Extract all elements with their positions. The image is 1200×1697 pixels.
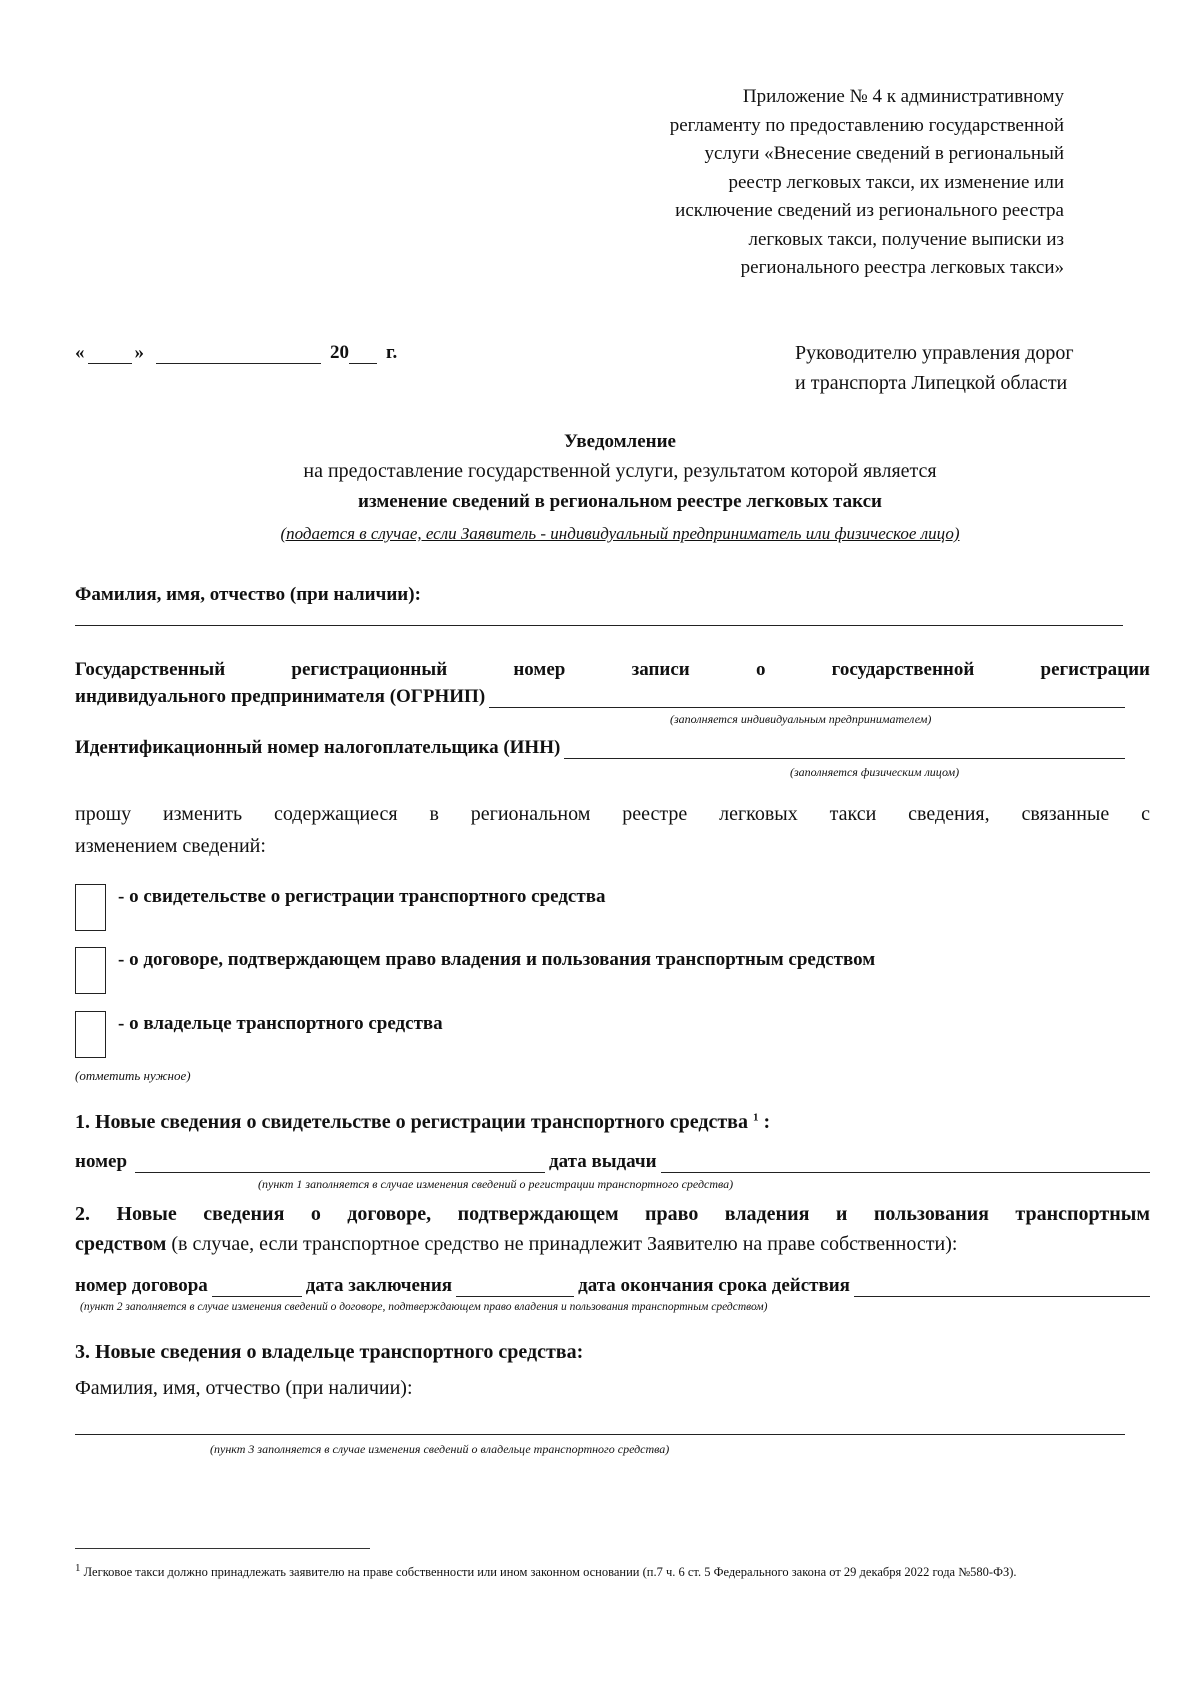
- section1-title: [75, 1111, 770, 1134]
- section3-note: (пункт 3 заполняется в случае изменения сведений о владельце транспортного средства): [210, 1442, 670, 1456]
- year-suffix: г.: [386, 342, 398, 363]
- document-subtitle: на предоставление государственной услуги, результатом которой является: [303, 460, 937, 482]
- date-open-quote: «: [75, 342, 85, 363]
- day-field[interactable]: [88, 343, 132, 364]
- annex-line: исключение сведений из регионального реестра: [675, 200, 1064, 221]
- annex-line: регионального реестра легковых такси»: [740, 257, 1064, 278]
- ogrnip-row: [75, 686, 1125, 708]
- annex-line: реестр легковых такси, их изменение или: [728, 171, 1064, 193]
- section1-note: (пункт 1 заполняется в случае изменения сведений о регистрации транспортного средства): [258, 1177, 734, 1191]
- inn-row: [75, 737, 1125, 759]
- section2-row: [75, 1275, 1150, 1297]
- annex-line: услуги «Внесение сведений в региональный: [704, 143, 1064, 164]
- certificate-number-label: номер: [75, 1151, 128, 1172]
- fio-label: Фамилия, имя, отчество (при наличии):: [75, 584, 421, 605]
- section2-note: (пункт 2 заполняется в случае изменения сведений о договоре, подтверждающем право владения и пользования транспортным средством): [80, 1301, 768, 1313]
- annex-line: Приложение № 4 к административному: [742, 86, 1064, 107]
- inn-label: Идентификационный номер налогоплательщика (ИНН): [75, 737, 561, 758]
- issue-date-field[interactable]: [661, 1154, 1150, 1173]
- options-note: (отметить нужное): [75, 1068, 191, 1083]
- document-subject: изменение сведений в региональном реестре легковых такси: [358, 491, 882, 512]
- year-field[interactable]: [349, 343, 377, 364]
- option-checkbox[interactable]: [75, 947, 106, 994]
- conclusion-date-field[interactable]: [456, 1278, 574, 1297]
- addressee: [795, 338, 1074, 398]
- fio-field[interactable]: [75, 625, 1123, 626]
- option-vehicle-owner: [75, 1011, 443, 1058]
- document-title: Уведомление: [564, 431, 676, 452]
- footnote-divider: [75, 1548, 370, 1549]
- month-field[interactable]: [156, 343, 321, 364]
- request-text-line1: прошу изменить содержащиеся в региональном реестре легковых такси сведения, связанные с: [75, 803, 1150, 825]
- section1-title-end: :: [763, 1111, 771, 1133]
- section1-title-text: 1. Новые сведения о свидетельстве о регистрации транспортного средства: [75, 1111, 748, 1133]
- option-label: - о владельце транспортного средства: [118, 1013, 443, 1034]
- date-close-quote: »: [134, 342, 144, 363]
- contract-number-field[interactable]: [212, 1278, 302, 1297]
- annex-line: легковых такси, получение выписки из: [748, 228, 1064, 250]
- year-prefix: 20: [330, 342, 349, 363]
- option-checkbox[interactable]: [75, 1011, 106, 1058]
- section2-title-line1: 2. Новые сведения о договоре, подтверждающем право владения и пользования транспортным: [75, 1203, 1150, 1225]
- footnote-ref: 1: [752, 1111, 759, 1124]
- option-vehicle-registration: [75, 884, 605, 931]
- section2-title-bold: средством: [75, 1233, 167, 1255]
- ogrnip-label-line2: индивидуального предпринимателя (ОГРНИП): [75, 686, 486, 707]
- option-label: - о договоре, подтверждающем право владения и пользования транспортным средством: [118, 949, 876, 970]
- footnote: [75, 1560, 1155, 1581]
- applicant-condition: (подается в случае, если Заявитель - индивидуальный предприниматель или физическое лицо): [280, 524, 960, 543]
- ogrnip-note: (заполняется индивидуальным предпринимателем): [670, 712, 932, 726]
- owner-fio-field[interactable]: [75, 1434, 1125, 1435]
- certificate-number-field[interactable]: [135, 1154, 545, 1173]
- issue-date-label: дата выдачи: [549, 1151, 657, 1172]
- annex-header: [544, 83, 1064, 283]
- ogrnip-field[interactable]: [489, 689, 1125, 708]
- section2-title-rest: (в случае, если транспортное средство не принадлежит Заявителю на праве собственности):: [166, 1233, 958, 1255]
- option-label: - о свидетельстве о регистрации транспортного средства: [118, 886, 606, 907]
- option-checkbox[interactable]: [75, 884, 106, 931]
- inn-note: (заполняется физическим лицом): [790, 765, 960, 779]
- footnote-mark: 1: [75, 1562, 81, 1574]
- option-ownership-contract: [75, 947, 875, 994]
- expiry-date-label: дата окончания срока действия: [578, 1275, 850, 1296]
- conclusion-date-label: дата заключения: [305, 1275, 453, 1296]
- date-line: [75, 342, 397, 364]
- section3-fio-label: Фамилия, имя, отчество (при наличии):: [75, 1377, 413, 1399]
- addressee-line: Руководителю управления дорог: [795, 342, 1074, 364]
- request-text-line2: изменением сведений:: [75, 835, 266, 857]
- addressee-line: и транспорта Липецкой области: [795, 372, 1068, 394]
- contract-number-label: номер договора: [75, 1275, 208, 1296]
- section1-row: [75, 1151, 1150, 1173]
- annex-line: регламенту по предоставлению государственной: [669, 114, 1064, 136]
- expiry-date-field[interactable]: [854, 1278, 1150, 1297]
- section3-title: 3. Новые сведения о владельце транспортного средства:: [75, 1341, 584, 1363]
- section2-title-line2: [75, 1233, 957, 1256]
- ogrnip-label-line1: Государственный регистрационный номер записи о государственной регистрации: [75, 659, 1150, 680]
- footnote-text: Легковое такси должно принадлежать заявителю на праве собственности или ином законном основании (п.7 ч. 6 ст. 5 Федерального закона от 29 декабря 2022 года №580-ФЗ).: [80, 1565, 1017, 1580]
- inn-field[interactable]: [564, 740, 1125, 759]
